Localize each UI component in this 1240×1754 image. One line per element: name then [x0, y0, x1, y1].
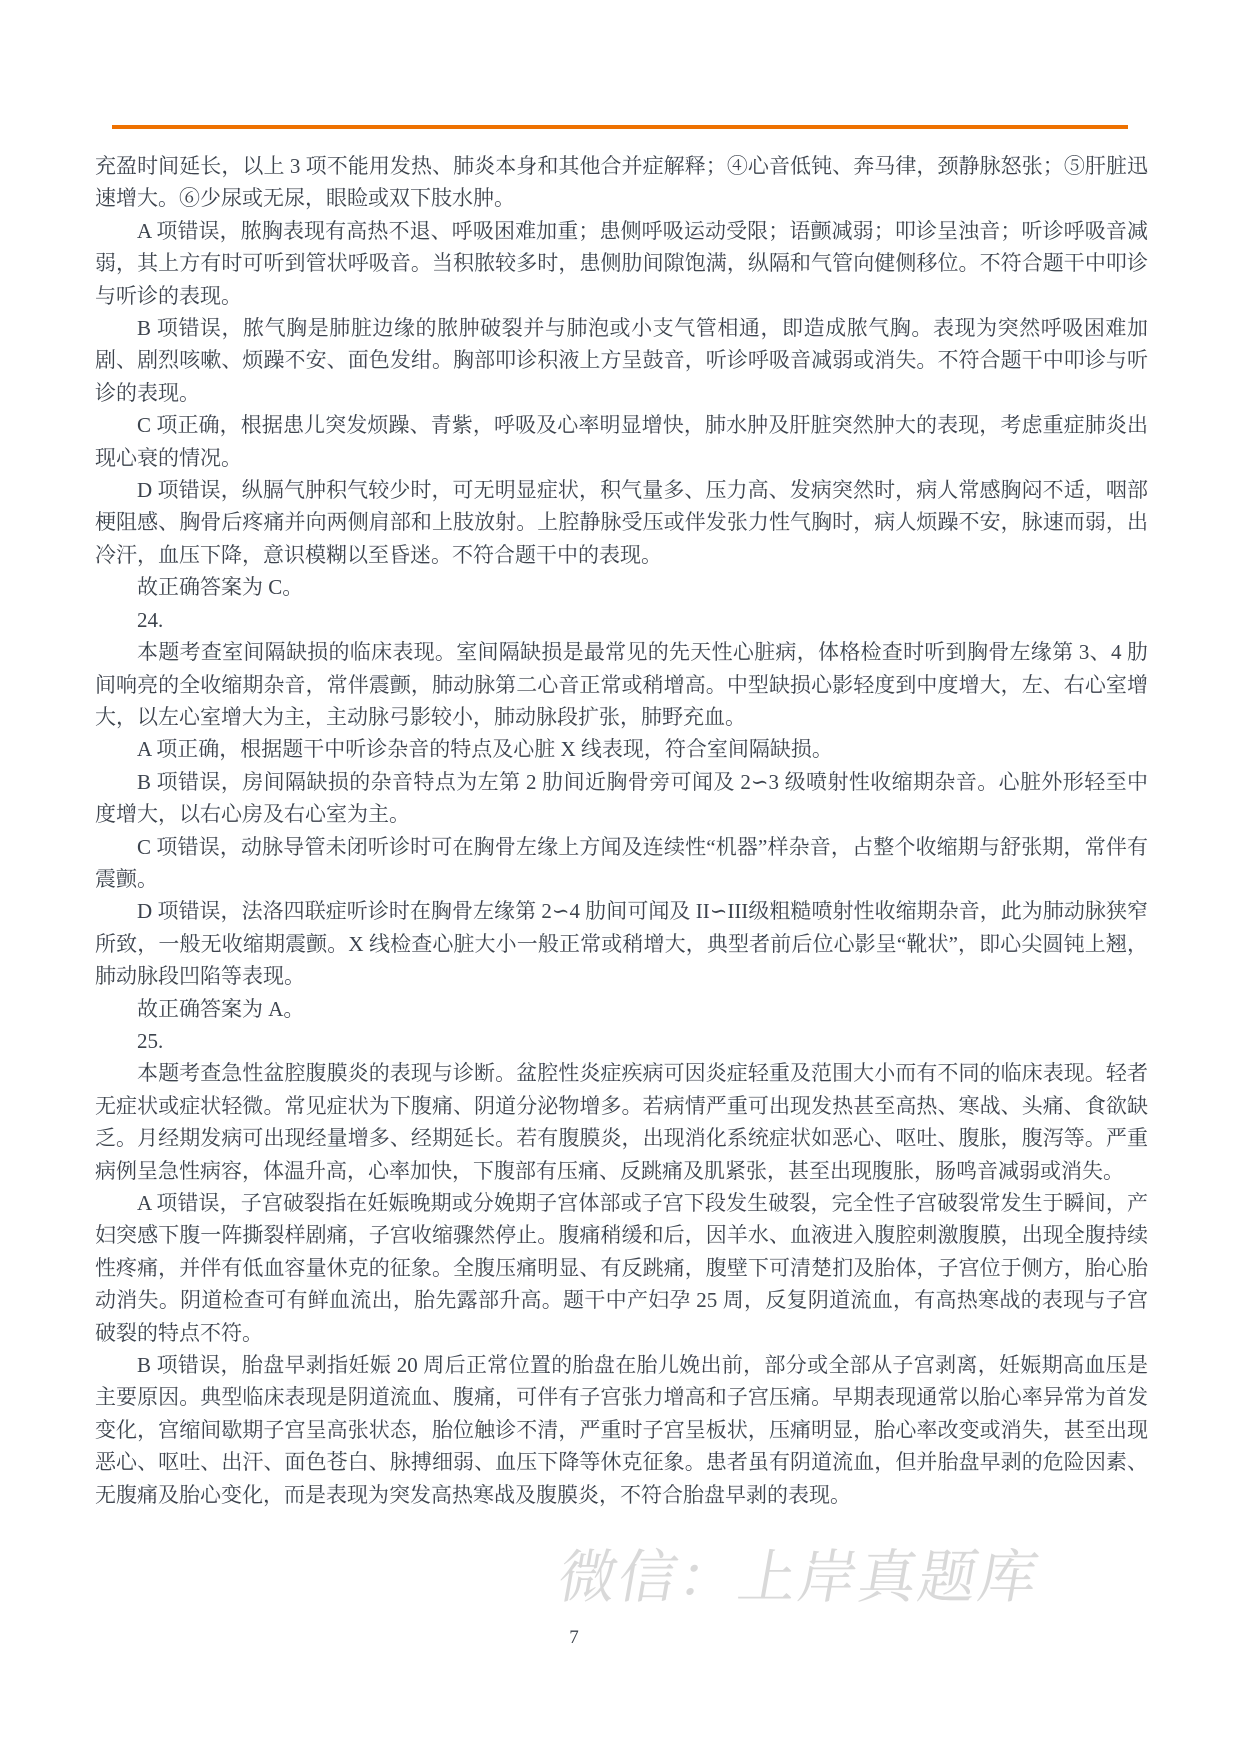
q25-number: 25.: [137, 1028, 164, 1053]
q23-option-d: D 项错误，纵膈气肿积气较少时，可无明显症状，积气量多、压力高、发病突然时，病人常感胸闷不适，咽部梗阻感、胸骨后疼痛并向两侧肩部和上肢放射。上腔静脉受压或伴发张力性气胸时，病人烦躁不安，脉速而弱，出冷汗，血压下降，意识模糊以至昏迷。不符合题干中的表现。: [95, 478, 1148, 567]
document-body: [95, 150, 1148, 1511]
q24-answer: 故正确答案为 A。: [137, 996, 305, 1021]
q24-option-d: D 项错误，法洛四联症听诊时在胸骨左缘第 2∽4 肋间可闻及 II∽III级粗糙喷射性收缩期杂音，此为肺动脉狭窄所致，一般无收缩期震颤。X 线检查心脏大小一般正常或稍增大，典型者前后位心影呈“靴状”，即心尖圆钝上翘，肺动脉段凹陷等表现。: [95, 899, 1148, 989]
q24-analysis: 本题考查室间隔缺损的临床表现。室间隔缺损是最常见的先天性心脏病，体格检查时听到胸骨左缘第 3、4 肋间响亮的全收缩期杂音，常伴震颤，肺动脉第二心音正常或稍增高。中型缺损心影轻度到中度增大，左、右心室增大，以左心室增大为主，主动脉弓影较小，肺动脉段扩张，肺野充血。: [95, 640, 1148, 729]
header-rule: [112, 125, 1128, 129]
q23-option-a: A 项错误，脓胸表现有高热不退、呼吸困难加重；患侧呼吸运动受限；语颤减弱；叩诊呈浊音；听诊呼吸音减弱，其上方有时可听到管状呼吸音。当积脓较多时，患侧肋间隙饱满，纵隔和气管向健侧移位。不符合题干中叩诊与听诊的表现。: [95, 218, 1148, 308]
q23-stem-continuation: 充盈时间延长，以上 3 项不能用发热、肺炎本身和其他合并症解释；④心音低钝、奔马律，颈静脉怒张；⑤肝脏迅速增大。⑥少尿或无尿，眼睑或双下肢水肿。: [95, 154, 1148, 211]
q25-option-a: A 项错误，子宫破裂指在妊娠晚期或分娩期子宫体部或子宫下段发生破裂，完全性子宫破裂常发生于瞬间，产妇突感下腹一阵撕裂样剧痛，子宫收缩骤然停止。腹痛稍缓和后，因羊水、血液进入腹腔刺激腹膜，出现全腹持续性疼痛，并伴有低血容量休克的征象。全腹压痛明显、有反跳痛，腹壁下可清楚扪及胎体，子宫位于侧方，胎心胎动消失。阴道检查可有鲜血流出，胎先露部升高。题干中产妇孕 25 周，反复阴道流血，有高热寒战的表现与子宫破裂的特点不符。: [95, 1191, 1148, 1345]
q24-option-b: B 项错误，房间隔缺损的杂音特点为左第 2 肋间近胸骨旁可闻及 2∽3 级喷射性收缩期杂音。心脏外形轻至中度增大，以右心房及右心室为主。: [95, 769, 1148, 827]
q25-analysis: 本题考查急性盆腔腹膜炎的表现与诊断。盆腔性炎症疾病可因炎症轻重及范围大小而有不同的临床表现。轻者无症状或症状轻微。常见症状为下腹痛、阴道分泌物增多。若病情严重可出现发热甚至高热、寒战、头痛、食欲缺乏。月经期发病可出现经量增多、经期延长。若有腹膜炎，出现消化系统症状如恶心、呕吐、腹胀，腹泻等。严重病例呈急性病容，体温升高，心率加快，下腹部有压痛、反跳痛及肌紧张，甚至出现腹胀，肠鸣音减弱或消失。: [95, 1061, 1148, 1183]
q24-number: 24.: [137, 607, 164, 632]
q25-option-b: B 项错误，胎盘早剥指妊娠 20 周后正常位置的胎盘在胎儿娩出前，部分或全部从子宫剥离，妊娠期高血压是主要原因。典型临床表现是阴道流血、腹痛，可伴有子宫张力增高和子宫压痛。早期表现通常以胎心率异常为首发变化，宫缩间歇期子宫呈高张状态，胎位触诊不清，严重时子宫呈板状，压痛明显，胎心率改变或消失，甚至出现恶心、呕吐、出汗、面色苍白、脉搏细弱、血压下降等休克征象。患者虽有阴道流血，但并胎盘早剥的危险因素、无腹痛及胎心变化，而是表现为突发高热寒战及腹膜炎，不符合胎盘早剥的表现。: [95, 1353, 1148, 1507]
q23-option-c: C 项正确，根据患儿突发烦躁、青紫，呼吸及心率明显增快，肺水肿及肝脏突然肿大的表现，考虑重症肺炎出现心衰的情况。: [95, 413, 1148, 470]
q23-answer: 故正确答案为 C。: [137, 575, 304, 600]
page-number: 7: [569, 1627, 579, 1648]
q24-option-a: A 项正确，根据题干中听诊杂音的特点及心脏 X 线表现，符合室间隔缺损。: [137, 737, 833, 762]
watermark-text: 微信：上岸真题库: [553, 1545, 1045, 1610]
q24-option-c: C 项错误，动脉导管未闭听诊时可在胸骨左缘上方闻及连续性“机器”样杂音，占整个收缩期与舒张期，常伴有震颤。: [95, 834, 1148, 891]
q23-option-b: B 项错误，脓气胸是肺脏边缘的脓肿破裂并与肺泡或小支气管相通，即造成脓气胸。表现为突然呼吸困难加剧、剧烈咳嗽、烦躁不安、面色发绀。胸部叩诊积液上方呈鼓音，听诊呼吸音减弱或消失。不符合题干中叩诊与听诊的表现。: [95, 316, 1148, 405]
